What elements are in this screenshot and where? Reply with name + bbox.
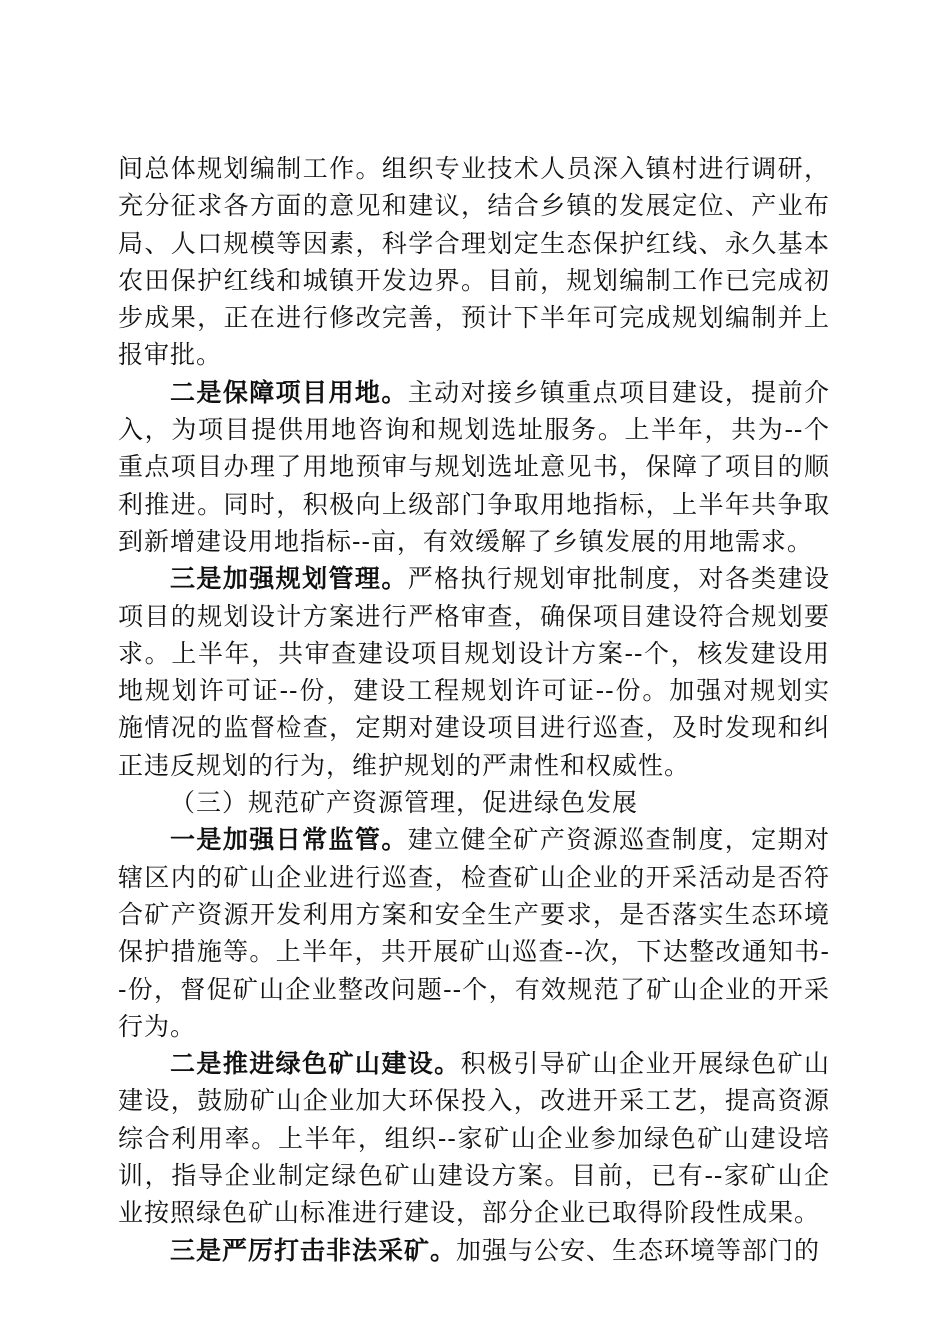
document-page [118, 150, 830, 1269]
body-paragraph [118, 374, 830, 560]
paragraph-lead: 二是推进绿色矿山建设。 [170, 1049, 461, 1079]
paragraph-text: 积极引导矿山企业开展绿色矿山建设，鼓励矿山企业加大环保投入，改进开采工艺，提高资源综合利用率。上半年，组织--家矿山企业参加绿色矿山建设培训，指导企业制定绿色矿山建设方案。目前，已有--家矿山企业按照绿色矿山标准进行建设，部分企业已取得阶段性成果。 [118, 1049, 830, 1228]
paragraph-lead: 二是保障项目用地。 [170, 377, 408, 407]
body-paragraph [118, 1045, 830, 1231]
paragraph-text: 加强与公安、生态环境等部门的 [456, 1235, 821, 1265]
section-heading: （三）规范矿产资源管理，促进绿色发展 [170, 788, 639, 818]
body-paragraph [118, 1232, 830, 1269]
body-paragraph [118, 821, 830, 1045]
body-paragraph [118, 150, 830, 374]
paragraph-text: 间总体规划编制工作。组织专业技术人员深入镇村进行调研，充分征求各方面的意见和建议，结合乡镇的发展定位、产业布局、人口规模等因素，科学合理划定生态保护红线、永久基本农田保护红线和城镇开发边界。目前，规划编制工作已完成初步成果，正在进行修改完善，预计下半年可完成规划编制并上报审批。 [118, 154, 830, 370]
body-paragraph [118, 560, 830, 784]
paragraph-text: 严格执行规划审批制度，对各类建设项目的规划设计方案进行严格审查，确保项目建设符合规划要求。上半年，共审查建设项目规划设计方案--个，核发建设用地规划许可证--份，建设工程规划许可证--份。加强对规划实施情况的监督检查，定期对建设项目进行巡查，及时发现和纠正违反规划的行为，维护规划的严肃性和权威性。 [118, 564, 830, 780]
paragraph-lead: 三是加强规划管理。 [170, 564, 408, 594]
paragraph-lead: 三是严厉打击非法采矿。 [170, 1235, 457, 1265]
paragraph-lead: 一是加强日常监管。 [170, 825, 408, 855]
paragraph-text: 建立健全矿产资源巡查制度，定期对辖区内的矿山企业进行巡查，检查矿山企业的开采活动是否符合矿产资源开发利用方案和安全生产要求，是否落实生态环境保护措施等。上半年，共开展矿山巡查--次，下达整改通知书--份，督促矿山企业整改问题--个，有效规范了矿山企业的开采行为。 [118, 825, 830, 1041]
paragraph-text: 主动对接乡镇重点项目建设，提前介入，为项目提供用地咨询和规划选址服务。上半年，共为--个重点项目办理了用地预审与规划选址意见书，保障了项目的顺利推进。同时，积极向上级部门争取用地指标，上半年共争取到新增建设用地指标--亩，有效缓解了乡镇发展的用地需求。 [118, 377, 830, 556]
